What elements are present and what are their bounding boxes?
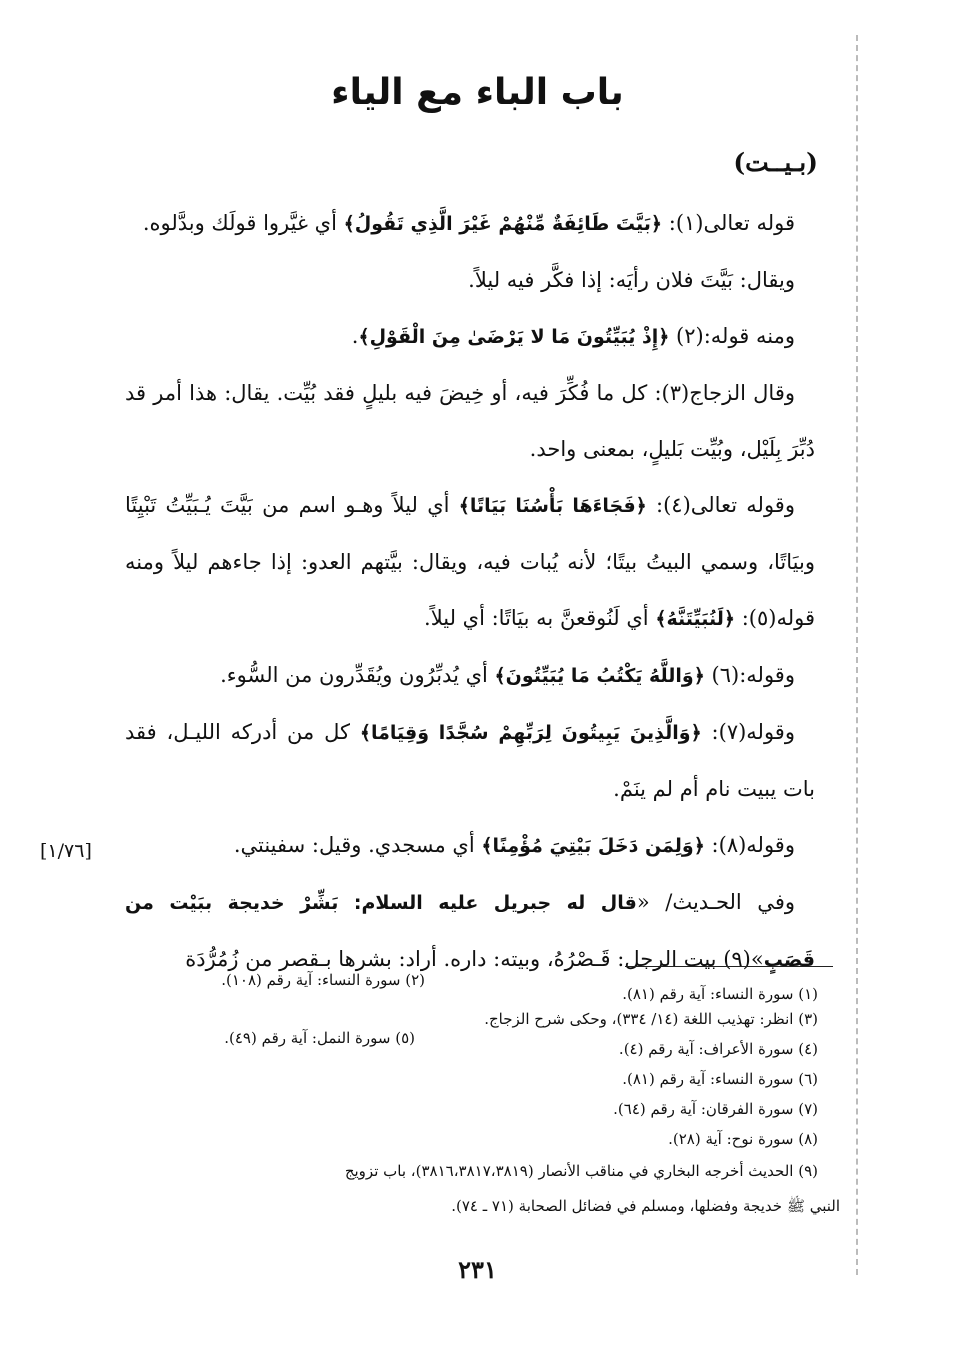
- footnote-7: (٧) سورة الفرقان: آية رقم (٦٤).: [613, 1100, 818, 1118]
- paragraph: [125, 308, 815, 365]
- footnote-2: (٢) سورة النساء: آية رقم (١٠٨).: [221, 971, 425, 989]
- quoted-text: ﴿فَجَاءَهَا بَأْسُنَا بَيَاتًا﴾: [458, 495, 647, 517]
- footnote-4: (٤) سورة الأعراف: آية رقم (٤).: [618, 1040, 818, 1058]
- text-segment: وقوله(٨):: [704, 833, 795, 857]
- text-segment: وفي الحـديث/ «: [636, 890, 795, 914]
- text-segment: أي ليلاً وهـو اسم من بَيَّتَ يُـبَيِّتُ تَبْيِتًا وبيَاتًا، وسمي البيتُ بيتًا؛ لأنه يُبات فيه، ويقال: بيَّتهم العدو: إذا جاءهم ليلاً ومنه قوله(٥):: [125, 493, 815, 630]
- text-segment: »(٩) بيت الرجل: قَـصْرُهُ، وبيته: داره. أراد: بشرها بـقصر من زُمُرُّدَة: [185, 947, 764, 971]
- paragraph: [125, 704, 815, 817]
- paragraph: [125, 252, 815, 308]
- text-segment: أي مسجدي. وقيل: سفينتي.: [233, 833, 482, 857]
- footnote-8: (٨) سورة نوح: آية (٢٨).: [668, 1130, 818, 1148]
- folio-marker: [١/٧٦]: [40, 840, 92, 862]
- text-segment: .: [351, 324, 359, 348]
- text-segment: كل من أدركه الليـل، فقد بات يبيت نام أم لم ينَمْ.: [125, 720, 815, 801]
- quoted-text: ﴿لَنُبَيِّتَنَّهُ﴾: [655, 608, 736, 630]
- entry-heading: (بـيــت): [733, 148, 818, 177]
- text-segment: أي لَنُوقعنَّ به بيَاتًا: أي ليلاً.: [424, 606, 656, 630]
- page-number: ٢٣١: [458, 1255, 497, 1284]
- footnote-5: (٥) سورة النمل: آية رقم (٤٩).: [224, 1029, 415, 1047]
- footnote-separator: [625, 966, 833, 967]
- quoted-text: ﴿وَلِمَن دَخَلَ بَيْتِيَ مُؤْمِنًا﴾: [481, 835, 705, 857]
- quoted-text: ﴿وَالَّذِينَ يَبِيتُونَ لِرَبِّهِمْ سُجَّدًا وَقِيَامًا﴾: [359, 722, 702, 744]
- paragraph: [125, 365, 815, 477]
- text-segment: أي غيَّروا قولَك وبدَّلوه.: [142, 211, 344, 235]
- footnote-6: (٦) سورة النساء: آية رقم (٨١).: [622, 1070, 818, 1088]
- text-segment: وقوله:(٦): [704, 663, 795, 687]
- quoted-text: ﴿إِذْ يُبَيِّتُونَ مَا لا يَرْضَىٰ مِنَ الْقَوْلِ﴾: [358, 326, 670, 348]
- text-segment: ومنه قوله:(٢): [669, 324, 795, 348]
- text-segment: وقوله(٧):: [701, 720, 795, 744]
- footnote-3: (٣) انظر: تهذيب اللغة (١٤/ ٣٣٤)، وحكى شرح الزجاج.: [484, 1010, 818, 1028]
- paragraph: [125, 817, 815, 874]
- text-segment: وقوله تعالى(٤):: [646, 493, 795, 517]
- footnote-9-continued: النبي ﷺ خديجة وفضلها، ومسلم في فضائل الصحابة (٧١ ـ ٧٤).: [451, 1197, 840, 1215]
- body-text: [125, 195, 815, 988]
- text-segment: ويقال: بَيَّتَ فلان رأيَه: إذا فكَّر فيه ليلاً.: [468, 268, 795, 292]
- paragraph: [125, 195, 815, 252]
- text-segment: وقال الزجاج(٣): كل ما فُكِّرَ فيه، أو خِيضَ فيه بليلٍ فقد بُيِّت. يقال: هذا أمر قد دُبِّرَ بِلَيْل، وبُيِّت بَليلٍ، بمعنى واحد.: [125, 381, 815, 461]
- chapter-title: باب الباء مع الياء: [331, 72, 624, 113]
- quoted-text: ﴿وَاللَّهُ يَكْتُبُ مَا يُبَيِّتُونَ﴾: [494, 665, 705, 687]
- margin-guide-line: [856, 35, 858, 1275]
- text-segment: أي يُدبِّرُون ويُقَدِّرون من السُّوء.: [220, 663, 495, 687]
- footnote-9: (٩) الحديث أخرجه البخاري في مناقب الأنصار (٣٨١٦،٣٨١٧،٣٨١٩)، باب تزويج: [344, 1162, 818, 1180]
- text-segment: قوله تعالى(١):: [662, 211, 795, 235]
- paragraph: [125, 647, 815, 704]
- paragraph: [125, 477, 815, 647]
- quoted-text: ﴿بَيَّتَ طَائِفَةٌ مِّنْهُمْ غَيْرَ الَّذِي تَقُولُ﴾: [343, 213, 663, 235]
- quoted-text: قال له جبريل عليه السلام: بَشِّرْ خديجة ببَيْت من قَصَبٍ: [125, 892, 815, 971]
- footnote-1: (١) سورة النساء: آية رقم (٨١).: [622, 985, 818, 1003]
